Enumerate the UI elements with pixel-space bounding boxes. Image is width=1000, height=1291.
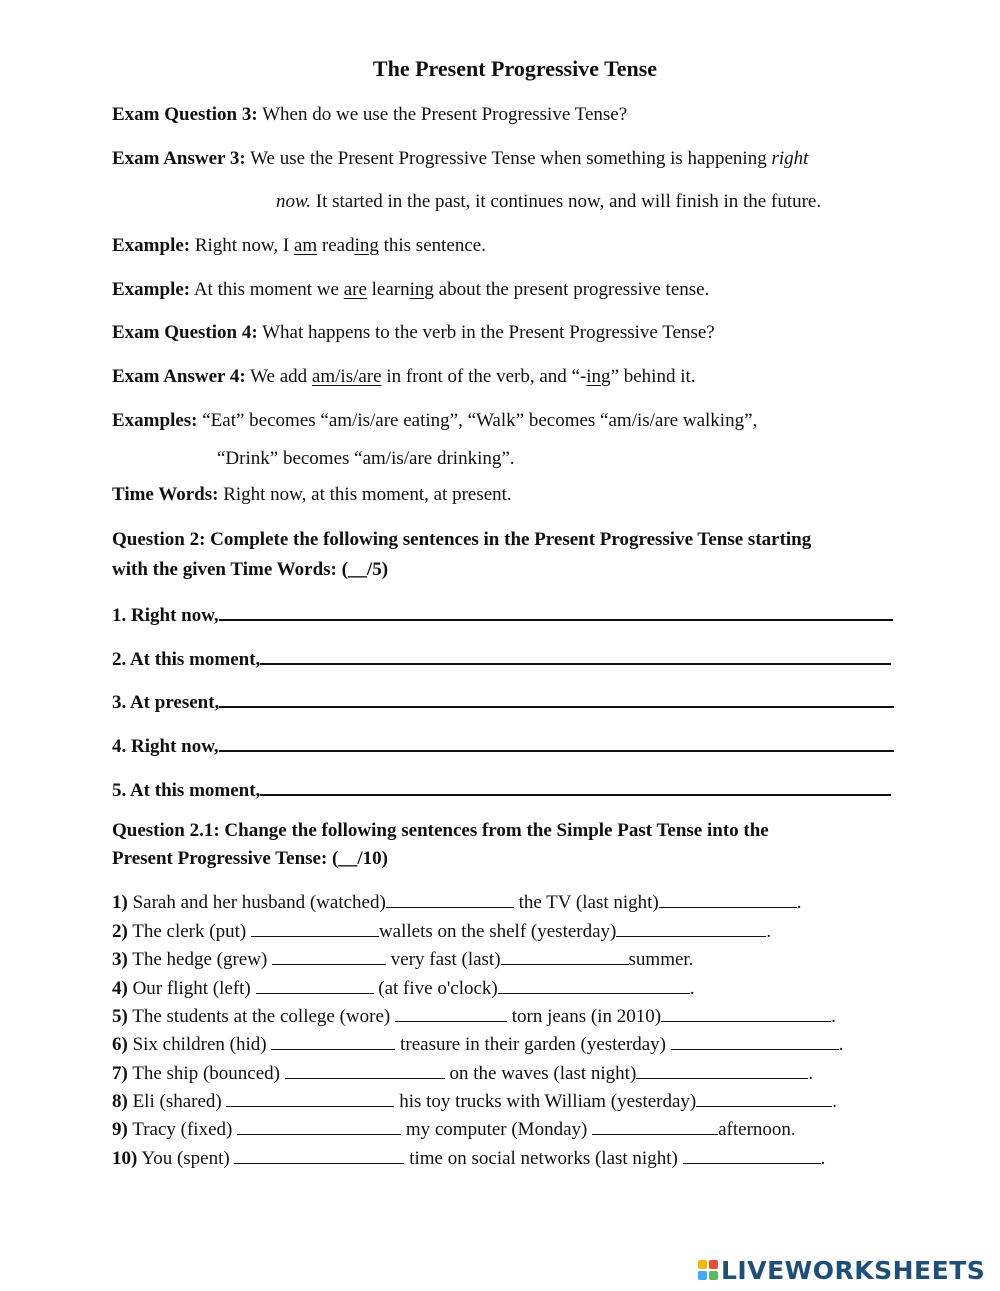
label: Examples: <box>112 410 198 431</box>
underlined-text: am <box>293 235 318 256</box>
text: At this moment we <box>193 279 339 300</box>
question-2-heading: Question 2: Complete the following sentences in the Present Progressive Tense starting <box>112 529 812 550</box>
text: my computer (Monday) <box>405 1119 588 1140</box>
answer-blank[interactable] <box>271 1033 395 1050</box>
answer-blank[interactable] <box>260 645 891 665</box>
answer-blank[interactable] <box>683 1147 821 1164</box>
text: ” behind it. <box>610 366 696 387</box>
q2-item-3 <box>112 688 894 714</box>
text: . <box>808 1063 814 1084</box>
q2-item-1 <box>112 601 893 627</box>
question-2-heading-continued: with the given Time Words: (__/5) <box>112 559 389 580</box>
item-number: 8) <box>112 1091 128 1112</box>
answer-blank[interactable] <box>661 1005 831 1022</box>
text: in front of the verb, and “- <box>386 366 587 387</box>
item-number: 7) <box>112 1063 128 1084</box>
text: summer. <box>628 949 694 970</box>
item-label: 4. Right now, <box>112 736 219 757</box>
item-number: 5) <box>112 1006 128 1027</box>
logo-square-green <box>709 1271 718 1280</box>
logo-square-yellow <box>698 1260 707 1269</box>
q21-item-6 <box>112 1033 843 1056</box>
item-number: 10) <box>112 1148 138 1169</box>
exam-answer-4 <box>112 366 696 388</box>
text: You (spent) <box>141 1148 230 1169</box>
text: learn <box>371 279 410 300</box>
exam-question-3 <box>112 104 627 126</box>
italic-word: now. <box>276 191 312 212</box>
answer-blank[interactable] <box>395 1005 507 1022</box>
answer-blank[interactable] <box>636 1062 808 1079</box>
text: What happens to the verb in the Present Progressive Tense? <box>262 322 715 343</box>
text: read <box>321 235 355 256</box>
label: Exam Answer 3: <box>112 148 246 169</box>
answer-blank[interactable] <box>226 1090 394 1107</box>
q21-item-7 <box>112 1062 813 1085</box>
item-number: 1) <box>112 892 128 913</box>
answer-blank[interactable] <box>659 891 797 908</box>
answer-blank[interactable] <box>592 1118 718 1135</box>
text: Tracy (fixed) <box>132 1119 233 1140</box>
exam-question-4 <box>112 322 715 344</box>
item-label: 1. Right now, <box>112 605 219 626</box>
text: . <box>832 1091 838 1112</box>
q21-item-1 <box>112 891 802 914</box>
page-title: The Present Progressive Tense <box>372 56 658 81</box>
label: Exam Answer 4: <box>112 366 246 387</box>
text: When do we use the Present Progressive Tense? <box>262 104 628 125</box>
text: his toy trucks with William (yesterday) <box>399 1091 697 1112</box>
answer-blank[interactable] <box>219 732 894 752</box>
text: torn jeans (in 2010) <box>511 1006 662 1027</box>
text: (at five o'clock) <box>378 978 498 999</box>
logo-square-red <box>709 1260 718 1269</box>
text: The ship (bounced) <box>132 1063 280 1084</box>
examples-continued <box>217 448 515 470</box>
text: The students at the college (wore) <box>132 1006 391 1027</box>
answer-blank[interactable] <box>501 948 629 965</box>
text: the TV (last night) <box>518 892 659 913</box>
text: on the waves (last night) <box>449 1063 637 1084</box>
label: Exam Question 4: <box>112 322 258 343</box>
answer-blank[interactable] <box>272 948 386 965</box>
item-number: 4) <box>112 978 128 999</box>
text: . <box>820 1148 826 1169</box>
item-label: 5. At this moment, <box>112 780 261 801</box>
text: “Drink” becomes “am/is/are drinking”. <box>217 448 515 469</box>
text: We use the Present Progressive Tense when something is happening <box>250 148 767 169</box>
exam-answer-3-continued <box>276 191 821 213</box>
text: The clerk (put) <box>132 921 247 942</box>
examples <box>112 410 757 432</box>
answer-blank[interactable] <box>616 920 766 937</box>
time-words <box>112 484 512 506</box>
q2-item-4 <box>112 732 894 758</box>
q21-item-2 <box>112 920 771 943</box>
text: We add <box>250 366 308 387</box>
item-label: 3. At present, <box>112 692 220 713</box>
text: time on social networks (last night) <box>409 1148 678 1169</box>
text: . <box>766 921 772 942</box>
answer-blank[interactable] <box>260 776 891 796</box>
answer-blank[interactable] <box>498 977 690 994</box>
logo-square-blue <box>698 1271 707 1280</box>
item-number: 3) <box>112 949 128 970</box>
answer-blank[interactable] <box>256 977 374 994</box>
answer-blank[interactable] <box>251 920 379 937</box>
q21-item-3 <box>112 948 693 971</box>
logo-icon <box>698 1260 718 1280</box>
label: Example: <box>112 235 191 256</box>
underlined-text: am/is/are <box>311 366 382 387</box>
text: The hedge (grew) <box>132 949 268 970</box>
underlined-text: ing <box>409 279 434 300</box>
text: this sentence. <box>383 235 486 256</box>
question-2-1-heading: Question 2.1: Change the following sentences from the Simple Past Tense into the <box>112 820 769 841</box>
text: Our flight (left) <box>132 978 251 999</box>
text: . <box>838 1034 844 1055</box>
q21-item-4 <box>112 977 695 1000</box>
text: wallets on the shelf (yesterday) <box>378 921 617 942</box>
text: . <box>796 892 802 913</box>
liveworksheets-logo <box>698 1255 985 1285</box>
label: Time Words: <box>112 484 219 505</box>
item-number: 6) <box>112 1034 128 1055</box>
item-number: 9) <box>112 1119 128 1140</box>
text: It started in the past, it continues now, and will finish in the future. <box>315 191 822 212</box>
underlined-text: ing <box>354 235 379 256</box>
text: “Eat” becomes “am/is/are eating”, “Walk” becomes “am/is/are walking”, <box>202 410 758 431</box>
item-number: 2) <box>112 921 128 942</box>
text: Eli (shared) <box>132 1091 222 1112</box>
answer-blank[interactable] <box>237 1118 401 1135</box>
text: . <box>689 978 695 999</box>
text: Right now, at this moment, at present. <box>223 484 512 505</box>
q21-item-8 <box>112 1090 837 1113</box>
logo-text: LIVEWORKSHEETS <box>721 1255 986 1285</box>
answer-blank[interactable] <box>219 601 893 621</box>
answer-blank[interactable] <box>696 1090 832 1107</box>
text: treasure in their garden (yesterday) <box>400 1034 666 1055</box>
label: Example: <box>112 279 191 300</box>
text: . <box>831 1006 836 1027</box>
label: Exam Question 3: <box>112 104 258 125</box>
question-2-1-heading-continued: Present Progressive Tense: (__/10) <box>112 848 388 869</box>
example-2 <box>112 279 709 301</box>
underlined-text: ing <box>586 366 611 387</box>
answer-blank[interactable] <box>671 1033 839 1050</box>
italic-word: right <box>771 148 809 169</box>
answer-blank[interactable] <box>219 688 894 708</box>
q2-item-2 <box>112 645 891 671</box>
exam-answer-3 <box>112 148 808 170</box>
item-label: 2. At this moment, <box>112 649 261 670</box>
text: afternoon. <box>718 1119 796 1140</box>
example-1 <box>112 235 486 257</box>
underlined-text: are <box>343 279 367 300</box>
q21-item-10 <box>112 1147 825 1170</box>
text: very fast (last) <box>390 949 501 970</box>
q21-item-9 <box>112 1118 796 1141</box>
q21-item-5 <box>112 1005 836 1028</box>
answer-blank[interactable] <box>386 891 514 908</box>
text: about the present progressive tense. <box>438 279 710 300</box>
text: Six children (hid) <box>132 1034 267 1055</box>
text: Right now, I <box>194 235 290 256</box>
q2-item-5 <box>112 776 891 802</box>
answer-blank[interactable] <box>285 1062 445 1079</box>
answer-blank[interactable] <box>234 1147 404 1164</box>
text: Sarah and her husband (watched) <box>132 892 386 913</box>
